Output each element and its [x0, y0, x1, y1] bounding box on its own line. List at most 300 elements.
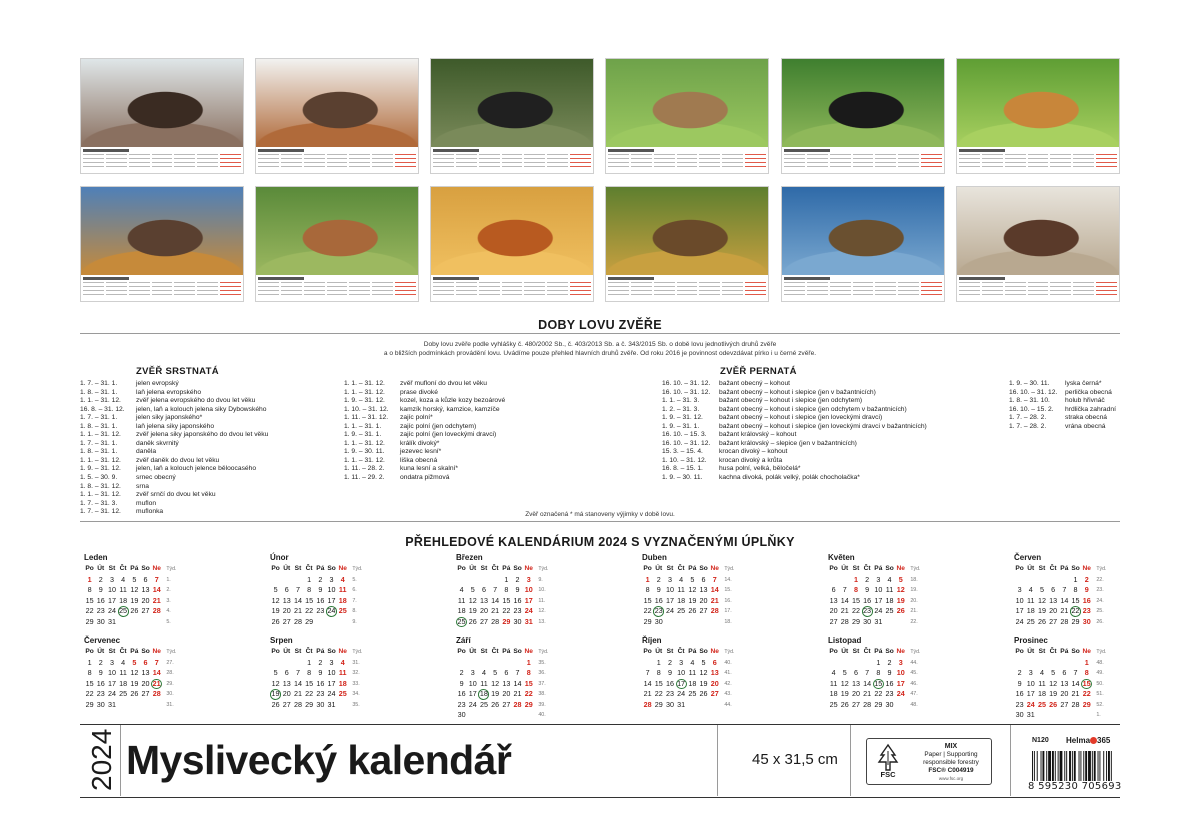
weekday-header: Ne [896, 648, 905, 655]
day-cell: 31 [524, 616, 533, 626]
mini-calendar-column [677, 282, 698, 298]
empty-day-cell [490, 658, 501, 669]
day-cell: 2 [515, 574, 520, 584]
month-leden [84, 553, 188, 627]
day-cell: 5 [470, 585, 475, 594]
mini-calendar-month-label [784, 277, 830, 280]
weekday-header: Ne [710, 565, 719, 572]
barcode-icon [1032, 751, 1116, 781]
day-cell: 10 [1015, 595, 1024, 605]
empty-day-cell [151, 617, 162, 628]
day-cell: 23 [1082, 606, 1091, 615]
mini-calendar-column [722, 282, 743, 298]
week-number: 40. [724, 659, 732, 666]
ean-number: 8 595230 705693 [1028, 781, 1122, 792]
day-cell: 1 [1073, 574, 1078, 584]
mini-calendar-month-label [83, 149, 129, 152]
day-cell: 6 [143, 574, 148, 584]
hunting-season-row [662, 397, 927, 406]
day-cell: 22 [874, 689, 883, 698]
mini-calendar-column [830, 282, 851, 298]
day-cell: 8 [853, 585, 858, 594]
hunting-season-row [344, 431, 505, 440]
week-number-header: Týd. [352, 566, 363, 572]
day-cell: 27 [1049, 616, 1058, 626]
barcode-bar [1103, 751, 1104, 781]
day-cell: 1 [87, 657, 92, 667]
week-number-header: Týd. [538, 566, 549, 572]
day-cell: 20 [1049, 606, 1058, 615]
day-cell: 18 [885, 595, 894, 605]
hunting-season-row [344, 474, 505, 483]
day-cell: 7 [842, 585, 847, 594]
day-cell: 19 [130, 678, 139, 688]
day-cell: 13 [282, 595, 291, 605]
empty-day-cell [292, 658, 303, 669]
day-cell: 28 [1071, 699, 1080, 709]
mini-calendar-column [372, 282, 393, 298]
day-cell: 1 [504, 574, 509, 584]
weekday-header: Ne [1082, 565, 1091, 572]
week-number-header: Týd. [166, 566, 177, 572]
weekday-header: Ne [524, 648, 533, 655]
day-cell: 4 [887, 574, 892, 584]
week-number: 40. [538, 712, 546, 718]
day-cell: 5 [132, 657, 137, 667]
day-cell: 16 [1015, 689, 1024, 698]
day-cell: 6 [1062, 668, 1067, 677]
day-cell: 16 [1082, 595, 1091, 605]
day-cell: 23 [1015, 699, 1024, 709]
day-cell: 22 [305, 689, 314, 698]
empty-day-cell [895, 617, 906, 628]
mini-calendar-month-label [258, 149, 304, 152]
week-number-header: Týd. [166, 649, 177, 655]
day-cell: 29 [85, 616, 94, 626]
barcode-bar [1111, 751, 1112, 781]
mini-calendar-column [631, 282, 652, 298]
day-cell: 9 [1084, 585, 1089, 594]
fsc-logo-label: FSC [880, 770, 896, 779]
month-září [456, 636, 560, 721]
week-number: 17. [724, 608, 732, 614]
weekday-header: Pá [130, 565, 139, 572]
mini-calendar-column [745, 154, 766, 170]
weekday-header: Út [283, 648, 291, 655]
weekday-header: Čt [863, 648, 871, 655]
hunting-season-row [80, 380, 268, 389]
week-number: 21. [910, 608, 918, 614]
day-cell: 12 [130, 585, 139, 594]
brand-logo [1066, 736, 1110, 745]
day-cell: 20 [829, 606, 838, 615]
hunting-list-3 [662, 380, 927, 483]
day-cell: 21 [840, 606, 849, 615]
full-moon-day: 15 [874, 678, 883, 688]
day-cell: 1 [526, 657, 531, 667]
day-cell: 28 [293, 699, 302, 709]
empty-day-cell [512, 658, 523, 669]
day-cell: 14 [152, 668, 161, 677]
full-moon-day: 15 [1082, 678, 1091, 688]
day-cell: 29 [305, 699, 314, 709]
day-cell: 25 [338, 606, 347, 615]
empty-day-cell [129, 700, 140, 711]
day-cell: 8 [307, 668, 312, 677]
day-cell: 12 [1049, 678, 1058, 688]
day-cell: 7 [154, 574, 159, 584]
day-cell: 13 [479, 595, 488, 605]
day-cell: 11 [677, 585, 685, 594]
species-name: zvěř jelena evropského do dvou let věku [136, 397, 256, 405]
month-name: Srpen [270, 636, 293, 645]
week-number: 45. [910, 670, 918, 676]
day-cell: 30 [316, 699, 325, 709]
week-number-header: Týd. [910, 566, 921, 572]
barcode-bar [1106, 751, 1107, 781]
barcode-bar [1092, 751, 1093, 781]
day-cell: 26 [271, 616, 280, 626]
mini-calendar-column [853, 282, 874, 298]
day-cell: 8 [876, 668, 881, 677]
mini-calendar-column [830, 154, 851, 170]
mini-calendar-column [106, 282, 127, 298]
mini-calendar-column [258, 154, 279, 170]
intro-line-2: a o bližších podmínkách provádění lovu. Uvádíme pouze přehled hlavních druhů zvěře. Od roku 2016 je povinnost odevzdávat pírko i u černé zvěře. [383, 350, 817, 357]
week-number: 41. [724, 670, 732, 676]
empty-day-cell [467, 658, 478, 669]
empty-day-cell [1070, 658, 1081, 669]
species-name: daněla [136, 448, 157, 456]
day-cell: 17 [1015, 606, 1024, 615]
capercaillie-photo [782, 59, 944, 147]
mini-calendar-column [129, 282, 150, 298]
weekday-header: Pá [874, 565, 883, 572]
species-name: zajíc polní (jen odchytem) [400, 422, 477, 430]
year-text: 2024 [86, 728, 117, 791]
product-code: N120 [1032, 737, 1049, 744]
day-cell: 29 [1071, 616, 1080, 626]
day-cell: 12 [271, 678, 280, 688]
mini-calendar-month-label [608, 277, 654, 280]
hunting-season-row [344, 397, 505, 406]
day-cell: 20 [282, 689, 291, 698]
day-cell: 16 [513, 595, 522, 605]
mini-calendar-column [433, 154, 454, 170]
season-dates: 1. 9. – 31. 1. [662, 422, 700, 430]
empty-day-cell [1036, 658, 1047, 669]
week-number: 22. [910, 618, 918, 625]
day-cell: 13 [710, 668, 719, 677]
full-moon-day: 17 [677, 678, 686, 688]
mini-calendar-column [1050, 154, 1071, 170]
weekday-header: Pá [874, 648, 883, 655]
species-name: zvěř mufloní do dvou let věku [400, 380, 487, 387]
week-number: 49. [1096, 670, 1104, 676]
mini-calendar-column [304, 154, 325, 170]
weekday-header: Ne [338, 565, 347, 572]
weekday-header: Po [85, 648, 94, 655]
day-cell: 13 [1060, 678, 1069, 688]
day-cell: 4 [1039, 668, 1044, 677]
mini-calendar-column [349, 154, 370, 170]
season-dates: 15. 3. – 15. 4. [662, 448, 703, 456]
season-dates: 1. 7. – 28. 2. [1009, 422, 1047, 430]
day-cell: 6 [504, 668, 509, 677]
weekday-header: Ne [1082, 648, 1091, 655]
month-srpen [270, 636, 374, 710]
weekday-header: Ne [152, 565, 161, 572]
weekday-header: Po [643, 565, 652, 572]
day-cell: 8 [645, 585, 650, 594]
pheasants-in-flight-photo [256, 59, 418, 147]
season-dates: 16. 8. – 15. 1. [662, 465, 703, 473]
week-number: 32. [352, 670, 360, 676]
day-cell: 17 [524, 595, 533, 605]
day-cell: 31 [327, 699, 336, 709]
week-number-header: Týd. [1096, 649, 1107, 655]
empty-day-cell [862, 658, 873, 669]
species-name: bažant obecný – kohout i slepice (jen loveckými dravci) [719, 414, 883, 422]
weekday-header: Út [97, 648, 105, 655]
full-moon-day: 25 [457, 616, 466, 626]
day-cell: 27 [282, 699, 291, 709]
day-cell: 7 [1073, 668, 1078, 677]
day-cell: 18 [677, 595, 686, 605]
weekday-header: So [1071, 565, 1080, 572]
species-name: jelen siky japonského* [136, 414, 203, 422]
day-cell: 21 [293, 689, 302, 698]
day-cell: 16 [885, 678, 894, 688]
day-cell: 21 [643, 689, 652, 698]
calendar-title: PŘEHLEDOVÉ KALENDÁRIUM 2024 S VYZNAČENÝMI ÚPLŇKY [405, 535, 795, 549]
empty-day-cell [1025, 575, 1036, 586]
species-name: bažant obecný – kohout i slepice (jen v bažantnicích) [719, 388, 876, 396]
month-name: Květen [828, 553, 855, 562]
day-cell: 10 [524, 585, 533, 594]
day-cell: 24 [665, 606, 674, 615]
barcode-bar [1099, 751, 1100, 781]
day-cell: 4 [340, 574, 345, 584]
day-cell: 10 [327, 668, 336, 677]
day-cell: 22 [502, 606, 511, 615]
day-cell: 3 [898, 657, 903, 667]
day-cell: 11 [457, 595, 466, 605]
day-cell: 25 [338, 689, 347, 698]
fox-photo [431, 187, 593, 275]
day-cell: 25 [829, 699, 838, 709]
day-cell: 15 [851, 595, 860, 605]
empty-day-cell [698, 617, 709, 628]
empty-day-cell [676, 617, 687, 628]
species-name: laň jelena siky japonského [136, 422, 215, 430]
day-cell: 5 [132, 574, 137, 584]
empty-day-cell [687, 700, 698, 711]
season-dates: 1. 1. – 31. 12. [80, 431, 121, 439]
hunting-season-row [1009, 406, 1116, 415]
mini-calendar-month-label [433, 277, 479, 280]
week-number-header: Týd. [1096, 566, 1107, 572]
weekday-header: Út [1027, 565, 1035, 572]
day-cell: 23 [665, 689, 674, 698]
day-cell: 16 [863, 595, 872, 605]
day-cell: 8 [1084, 668, 1089, 677]
day-cell: 29 [502, 616, 511, 626]
weekday-header: St [666, 565, 674, 572]
day-cell: 5 [842, 668, 847, 677]
fsc-line-1: Paper | Supporting [924, 751, 978, 758]
day-cell: 22 [654, 689, 663, 698]
day-cell: 30 [1082, 616, 1091, 626]
species-name: srna [136, 482, 150, 490]
season-dates: 1. 8. – 31. 1. [80, 422, 118, 430]
barcode-bar [1066, 751, 1067, 781]
species-name: liška obecná [400, 456, 438, 464]
fsc-tree-icon [872, 743, 904, 781]
season-dates: 1. 9. – 31. 12. [344, 397, 385, 405]
week-number: 29. [166, 680, 174, 687]
day-cell: 25 [885, 606, 894, 615]
season-dates: 1. 11. – 28. 2. [344, 465, 385, 473]
day-cell: 3 [667, 574, 672, 584]
day-cell: 6 [284, 668, 289, 677]
mini-calendar-column [1005, 282, 1026, 298]
day-cell: 20 [1060, 689, 1069, 698]
season-dates: 1. 8. – 31. 12. [80, 482, 121, 490]
mini-calendar-column [281, 282, 302, 298]
weekday-header: Pá [502, 565, 511, 572]
empty-day-cell [467, 575, 478, 586]
day-cell: 21 [1060, 606, 1069, 615]
day-cell: 29 [524, 699, 533, 709]
day-cell: 29 [874, 699, 883, 709]
day-cell: 24 [107, 689, 116, 698]
month-říjen [642, 636, 746, 710]
mini-calendar-column [608, 282, 629, 298]
mini-calendar-column [83, 154, 104, 170]
week-number: 19. [910, 587, 918, 593]
weekday-header: Čt [1049, 565, 1057, 572]
day-cell: 6 [831, 585, 836, 594]
day-cell: 26 [1049, 699, 1058, 709]
season-dates: 1. 11. – 29. 2. [344, 474, 385, 482]
mini-calendar-column [898, 154, 919, 170]
day-cell: 1 [307, 574, 312, 584]
empty-day-cell [281, 575, 292, 586]
species-name: bažant obecný – kohout i slepice (jen odchytem v bažantnicích) [719, 405, 907, 413]
empty-day-cell [1036, 575, 1047, 586]
day-cell: 15 [305, 678, 314, 688]
week-number-header: Týd. [910, 649, 921, 655]
barcode-bar [1085, 751, 1087, 781]
day-cell: 7 [515, 668, 520, 677]
day-cell: 27 [502, 699, 511, 709]
day-cell: 3 [470, 668, 475, 677]
day-cell: 26 [130, 689, 139, 698]
day-cell: 24 [1015, 616, 1024, 626]
weekday-header: Po [457, 648, 466, 655]
day-cell: 10 [665, 585, 674, 594]
day-cell: 9 [98, 585, 103, 594]
species-name: kozel, koza a kůzle kozy bezoárové [400, 397, 506, 405]
weekday-header: Ne [710, 648, 719, 655]
mini-calendar-column [129, 154, 150, 170]
weekday-header: Po [1015, 648, 1024, 655]
day-cell: 14 [152, 585, 161, 594]
species-name: zvěř srnčí do dvou let věku [136, 491, 216, 499]
day-cell: 12 [840, 678, 849, 688]
empty-day-cell [1036, 710, 1047, 721]
full-moon-day: 25 [119, 606, 128, 615]
species-name: jelen evropský [136, 380, 179, 387]
day-cell: 14 [863, 678, 872, 688]
mini-calendar-column [220, 282, 241, 298]
species-name: srnec obecný [136, 474, 176, 482]
day-cell: 4 [121, 574, 126, 584]
mini-calendar-column [152, 282, 173, 298]
barcode-bar [1048, 751, 1051, 781]
weekday-header: Út [841, 565, 849, 572]
hunting-season-row [662, 465, 927, 474]
season-dates: 1. 1. – 31. 12. [344, 456, 385, 464]
mini-calendar-column [898, 282, 919, 298]
day-cell: 14 [643, 678, 652, 688]
hunting-season-row [80, 457, 268, 466]
day-cell: 26 [130, 606, 139, 615]
species-name: bažant královský – slepice (jen v bažantnicích) [719, 439, 857, 447]
mini-calendar-column [959, 154, 980, 170]
empty-day-cell [642, 658, 653, 669]
hunting-season-row [80, 483, 268, 492]
fsc-line-2: responsible forestry [923, 759, 979, 766]
empty-day-cell [895, 700, 906, 711]
day-cell: 12 [491, 678, 500, 688]
day-cell: 15 [85, 595, 94, 605]
day-cell: 18 [1026, 606, 1035, 615]
weekday-header: Po [829, 648, 838, 655]
hunting-season-row [80, 431, 268, 440]
hunting-season-row [662, 448, 927, 457]
full-moon-day: 18 [479, 689, 488, 698]
empty-day-cell [1059, 710, 1070, 721]
day-cell: 27 [282, 616, 291, 626]
month-name: Prosinec [1014, 636, 1048, 645]
day-cell: 5 [1039, 585, 1044, 594]
day-cell: 31 [107, 699, 116, 709]
mini-calendar-column [1005, 154, 1026, 170]
day-cell: 10 [1026, 678, 1035, 688]
day-cell: 4 [690, 657, 695, 667]
day-cell: 14 [513, 678, 522, 688]
day-cell: 26 [688, 606, 697, 615]
hunting-season-row [662, 440, 927, 449]
mini-calendar-column [722, 154, 743, 170]
mini-calendar-column [349, 282, 370, 298]
mini-calendar-column [304, 282, 325, 298]
mini-calendar-column [745, 282, 766, 298]
day-cell: 18 [119, 678, 128, 688]
day-cell: 21 [152, 595, 161, 605]
mini-calendar [433, 149, 591, 172]
size-label: 45 x 31,5 cm [752, 751, 838, 768]
species-name: kuna lesní a skalní* [400, 465, 458, 473]
day-cell: 11 [885, 585, 894, 594]
empty-day-cell [839, 575, 850, 586]
barcode-bar [1052, 751, 1054, 781]
week-number: 50. [1096, 680, 1104, 687]
calendar-page-thumb [255, 186, 419, 302]
week-number: 31. [352, 659, 360, 666]
